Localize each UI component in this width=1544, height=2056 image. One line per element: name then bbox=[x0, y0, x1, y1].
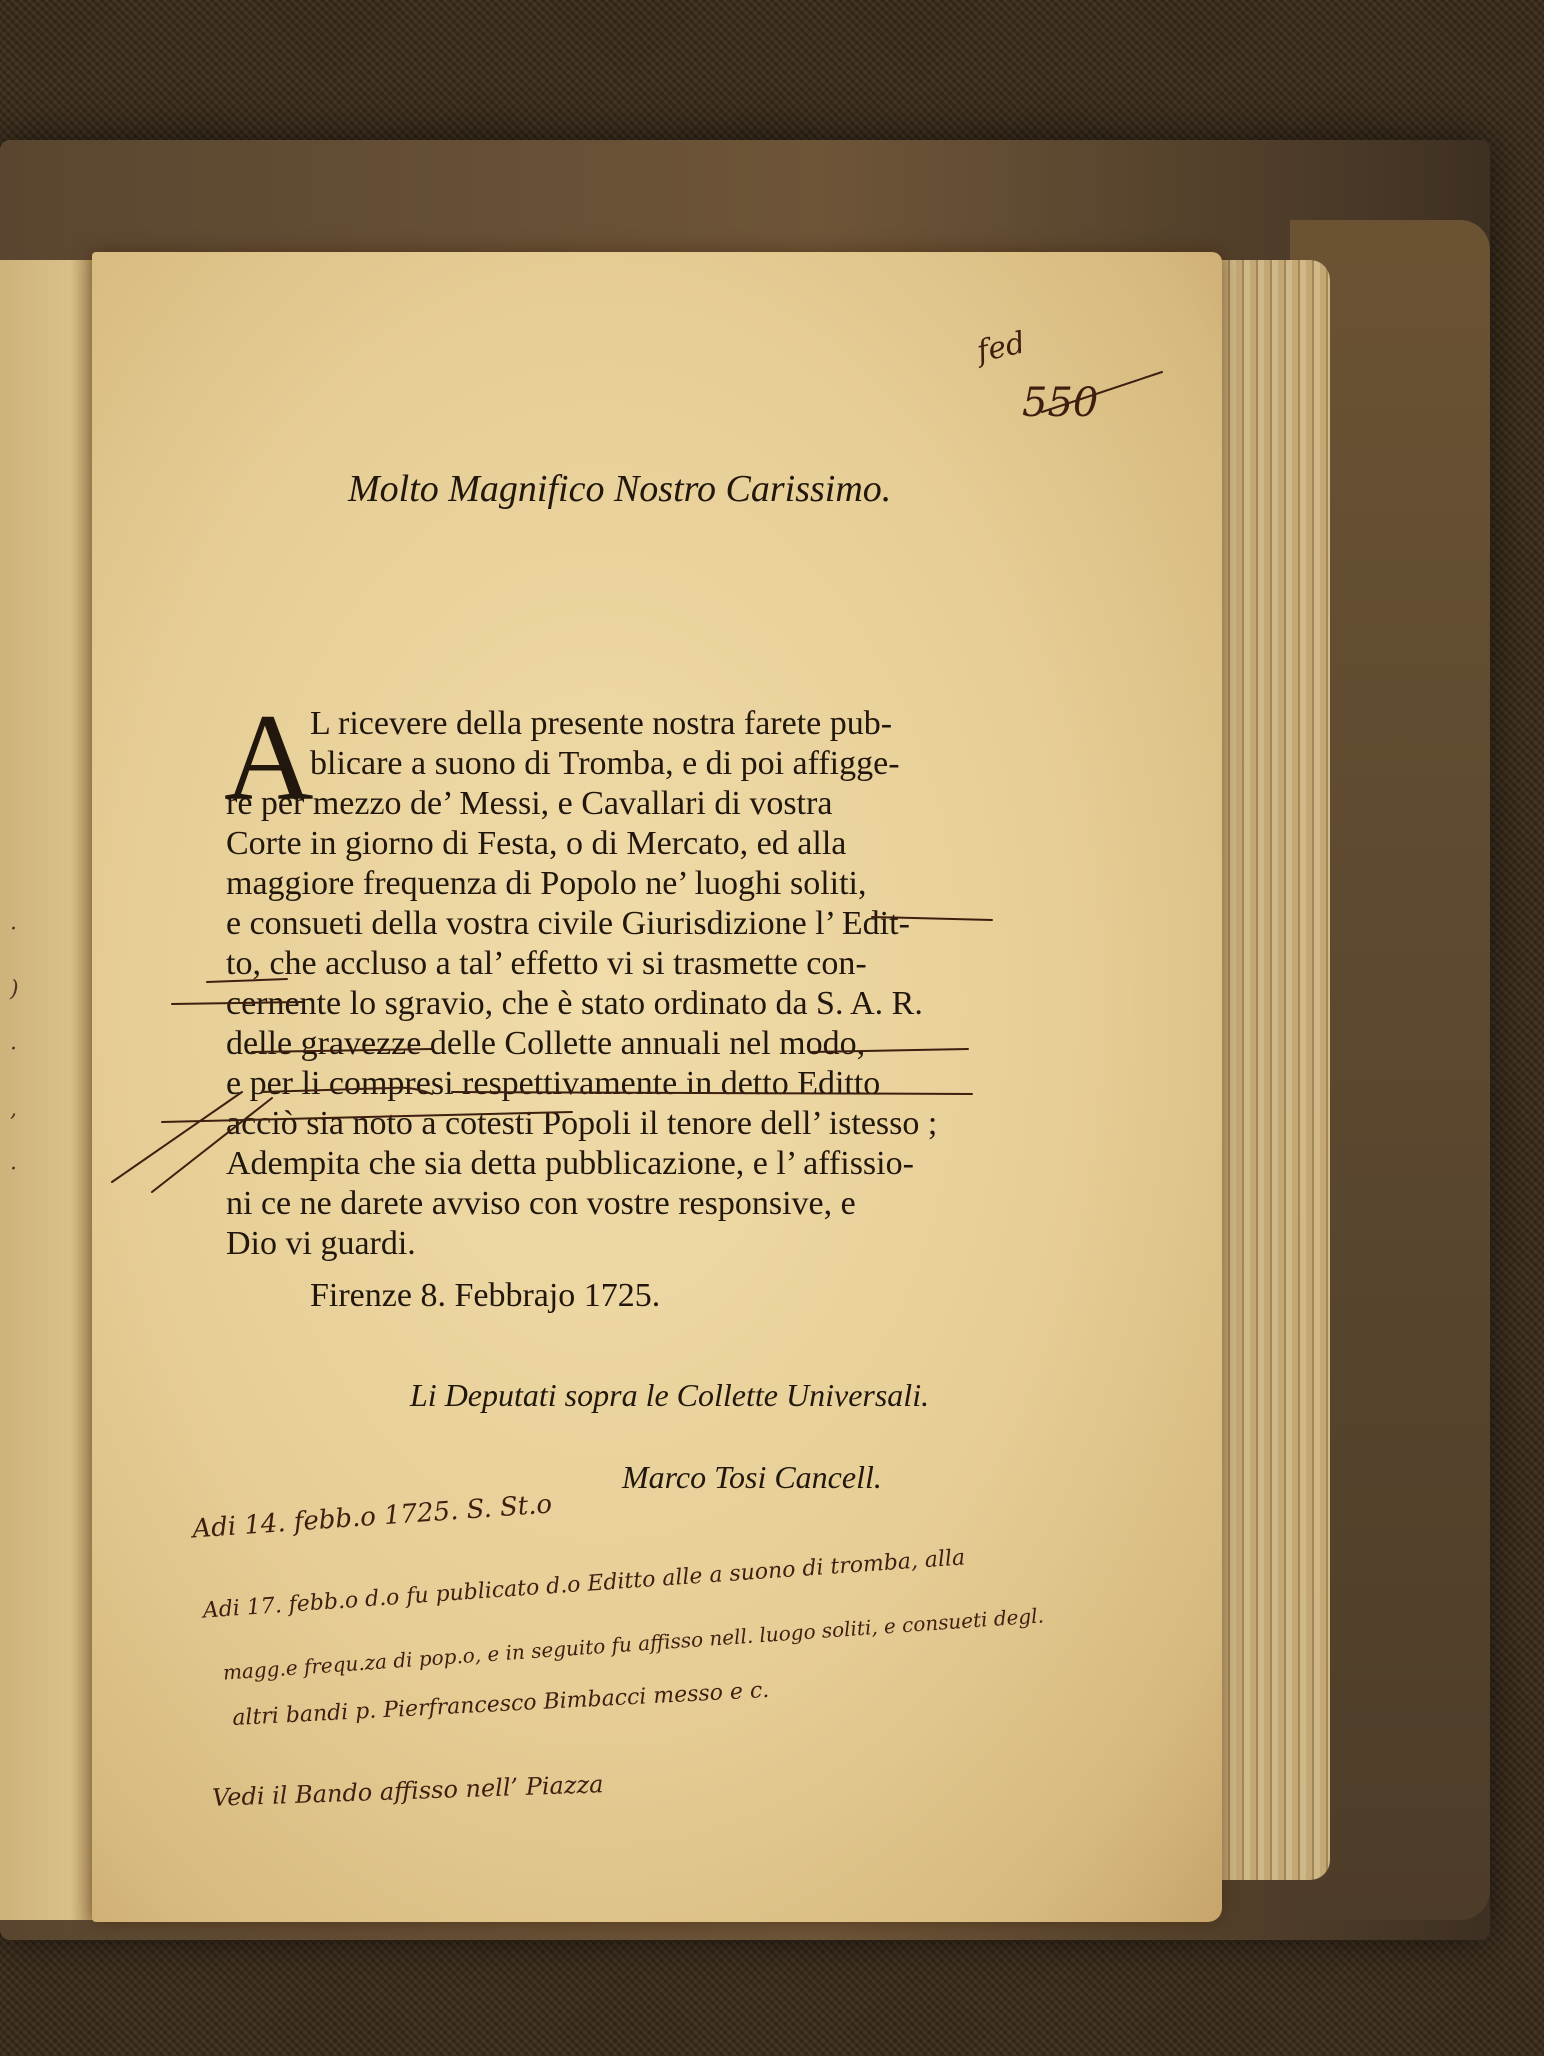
body-line: Dio vi guardi. bbox=[226, 1225, 416, 1262]
handwritten-corner-note: fed bbox=[973, 325, 1029, 370]
handwritten-page-number: 550 bbox=[1022, 380, 1099, 426]
body-line: maggiore frequenza di Popolo ne’ luoghi soliti, bbox=[226, 865, 867, 902]
body-line: cernente lo sgravio, che è stato ordinato da S. A. R. bbox=[226, 985, 923, 1022]
drop-cap: A bbox=[224, 689, 314, 826]
body-line: Adempita che sia detta pubblicazione, e l’ affissio- bbox=[226, 1145, 914, 1182]
date-line: Firenze 8. Febbrajo 1725. bbox=[310, 1277, 661, 1314]
signature-cancelliere: Marco Tosi Cancell. bbox=[622, 1459, 882, 1495]
handwritten-note-line: Vedi il Bando affisso nell’ Piazza bbox=[211, 1770, 604, 1812]
body-line: to, che accluso a tal’ effetto vi si trasmette con- bbox=[226, 945, 867, 982]
handwritten-note-line: altri bandi p. Pierfrancesco Bimbacci messo e c. bbox=[231, 1677, 770, 1732]
body-line: e consueti della vostra civile Giurisdizione l’ Edit- bbox=[226, 905, 910, 942]
signature-deputati: Li Deputati sopra le Collette Universali. bbox=[410, 1377, 930, 1413]
left-facing-page bbox=[0, 260, 102, 1920]
body-line: Corte in giorno di Festa, o di Mercato, ed alla bbox=[226, 825, 847, 862]
body-line: re per mezzo de’ Messi, e Cavallari di vostra bbox=[226, 785, 833, 822]
handwritten-note-line: magg.e frequ.za di pop.o, e in seguito fu affisso nell. luogo soliti, e consueti degl. bbox=[222, 1603, 1045, 1685]
document-title: Molto Magnifico Nostro Carissimo. bbox=[348, 468, 892, 510]
body-line: e per li compresi respettivamente in detto Editto bbox=[226, 1065, 881, 1102]
body-line: delle gravezze delle Collette annuali nel modo, bbox=[226, 1025, 866, 1062]
handwritten-note-line: Adi 17. febb.o d.o fu publicato d.o Editto alle a suono di tromba, alla bbox=[202, 1545, 966, 1624]
body-line: L ricevere della presente nostra farete pub- bbox=[310, 705, 893, 742]
document-page bbox=[92, 252, 1222, 1922]
body-line: ni ce ne darete avviso con vostre responsive, e bbox=[226, 1185, 856, 1222]
left-page-marks: · ) · , · bbox=[10, 917, 19, 1182]
handwritten-note-line: Adi 14. febb.o 1725. S. St.o bbox=[191, 1489, 553, 1545]
body-line: acciò sia noto a cotesti Popoli il tenore dell’ istesso ; bbox=[226, 1105, 938, 1142]
body-line: blicare a suono di Tromba, e di poi affigge- bbox=[310, 745, 900, 782]
